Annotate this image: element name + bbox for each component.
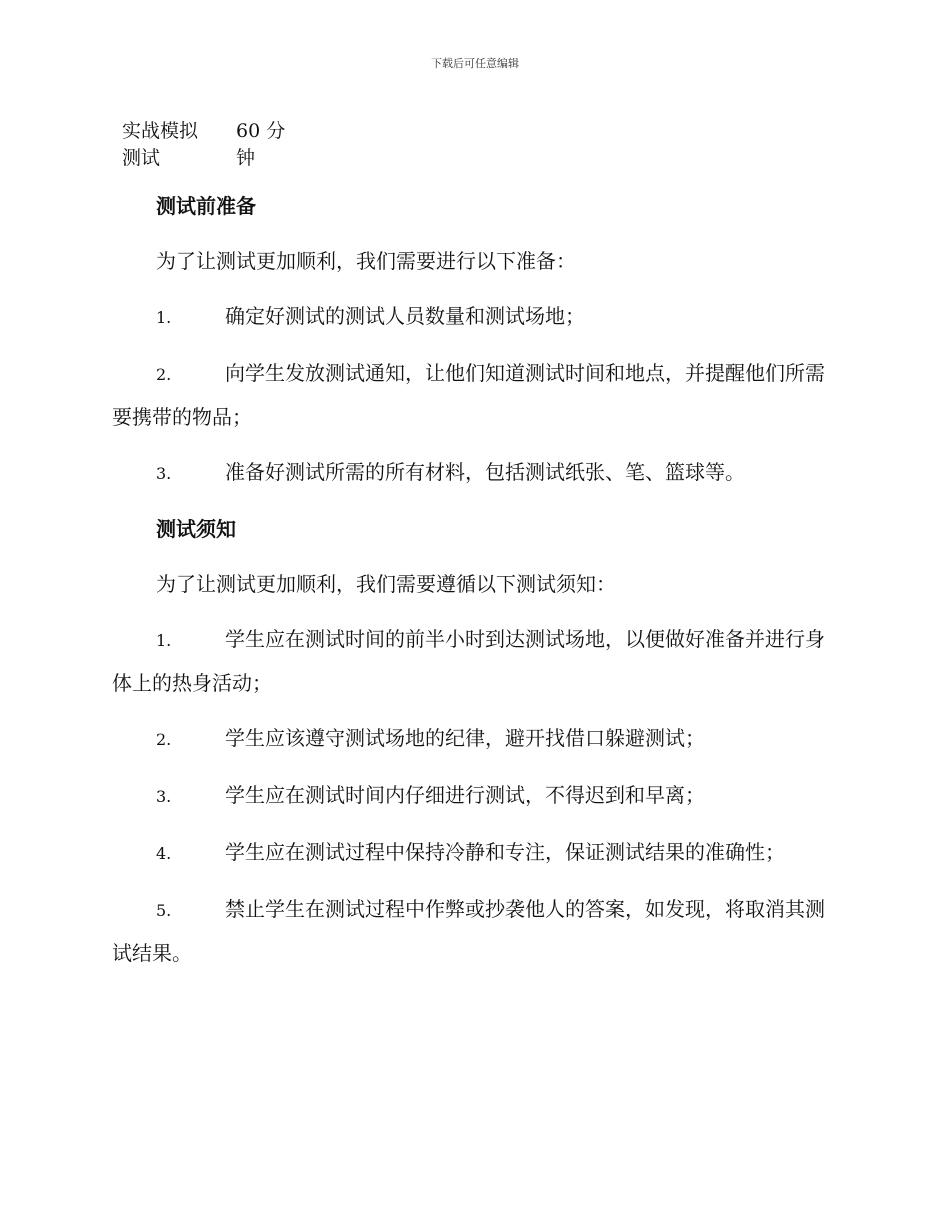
list-number: 3. (156, 464, 172, 483)
table-cell-line: 60 分 (236, 120, 286, 142)
list-number: 2. (156, 730, 172, 749)
table-cell-line: 钟 (236, 147, 256, 169)
table-cell-duration (236, 118, 296, 172)
list-number: 2. (156, 365, 172, 384)
list-text: 准备好测试所需的所有材料，包括测试纸张、笔、篮球等。 (225, 460, 745, 484)
list-item (112, 618, 840, 704)
list-text: 学生应在测试时间的前半小时到达测试场地，以便做好准备并进行身体上的热身活动； (112, 627, 825, 695)
list-item (112, 717, 840, 761)
list-text: 学生应在测试过程中保持冷静和专注，保证测试结果的准确性； (225, 840, 785, 864)
list-text: 向学生发放测试通知，让他们知道测试时间和地点，并提醒他们所需要携带的物品； (112, 361, 825, 429)
table-cell-line: 测试 (122, 147, 161, 169)
section-heading-rules: 测试须知 (156, 517, 236, 541)
list-item (112, 295, 840, 339)
list-number: 1. (156, 308, 172, 327)
list-number: 5. (156, 901, 172, 920)
list-item (112, 774, 840, 818)
list-text: 确定好测试的测试人员数量和测试场地； (225, 304, 585, 328)
document-body (112, 185, 840, 987)
section-intro-preparation: 为了让测试更加顺利，我们需要进行以下准备： (156, 249, 576, 273)
list-number: 3. (156, 787, 172, 806)
list-item (112, 451, 840, 495)
list-text: 学生应该遵守测试场地的纪律，避开找借口躲避测试； (225, 726, 705, 750)
list-number: 4. (156, 844, 172, 863)
section-intro-rules: 为了让测试更加顺利，我们需要遵循以下测试须知： (156, 572, 616, 596)
list-number: 1. (156, 631, 172, 650)
section-heading-preparation: 测试前准备 (156, 194, 256, 218)
list-text: 学生应在测试时间内仔细进行测试，不得迟到和早离； (225, 783, 705, 807)
table-cell-activity (122, 118, 222, 172)
list-item (112, 888, 840, 974)
list-item (112, 352, 840, 438)
list-item (112, 831, 840, 875)
list-text: 禁止学生在测试过程中作弊或抄袭他人的答案，如发现，将取消其测试结果。 (112, 897, 825, 965)
page-header-note: 下载后可任意编辑 (431, 57, 519, 70)
table-cell-line: 实战模拟 (122, 120, 199, 142)
